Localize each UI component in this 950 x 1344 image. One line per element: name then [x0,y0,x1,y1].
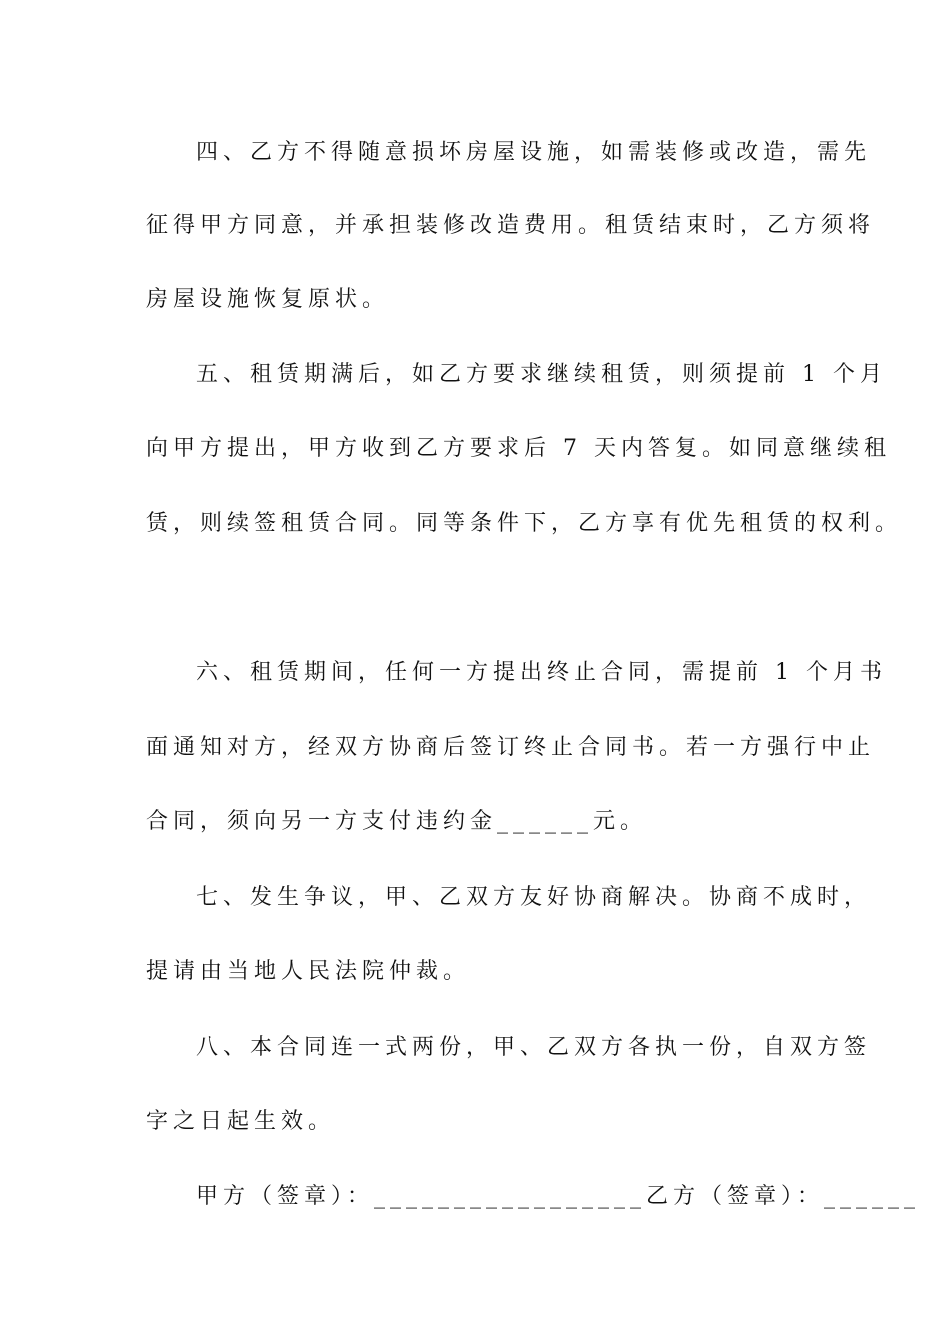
clause-4-line-1: 四、乙方不得随意损坏房屋设施，如需装修或改造，需先 [196,140,872,165]
clause-8-line-2: 字之日起生效。 [146,1109,336,1134]
clause-7-line-2: 提请由当地人民法院仲裁。 [146,959,471,984]
signature-line: 甲方（签章）：_________________乙方（签章）：______ [196,1184,921,1209]
clause-7-line-1: 七、发生争议，甲、乙双方友好协商解决。协商不成时， [196,885,872,910]
clause-5-line-1: 五、租赁期满后，如乙方要求继续租赁，则须提前 1 个月 [196,362,887,387]
clause-4-line-2: 征得甲方同意，并承担装修改造费用。租赁结束时，乙方须将 [146,213,876,238]
clause-6-line-2: 面通知对方，经双方协商后签订终止合同书。若一方强行中止 [146,735,876,760]
clause-8-line-1: 八、本合同连一式两份，甲、乙双方各执一份，自双方签 [196,1035,872,1060]
clause-4-line-3: 房屋设施恢复原状。 [146,287,390,312]
clause-5-line-3: 赁，则续签租赁合同。同等条件下，乙方享有优先租赁的权利。 [146,511,903,536]
clause-6-line-1: 六、租赁期间，任何一方提出终止合同，需提前 1 个月书 [196,660,887,685]
clause-6-line-3: 合同，须向另一方支付违约金______元。 [146,809,648,834]
clause-5-line-2: 向甲方提出，甲方收到乙方要求后 7 天内答复。如同意继续租 [146,436,891,461]
